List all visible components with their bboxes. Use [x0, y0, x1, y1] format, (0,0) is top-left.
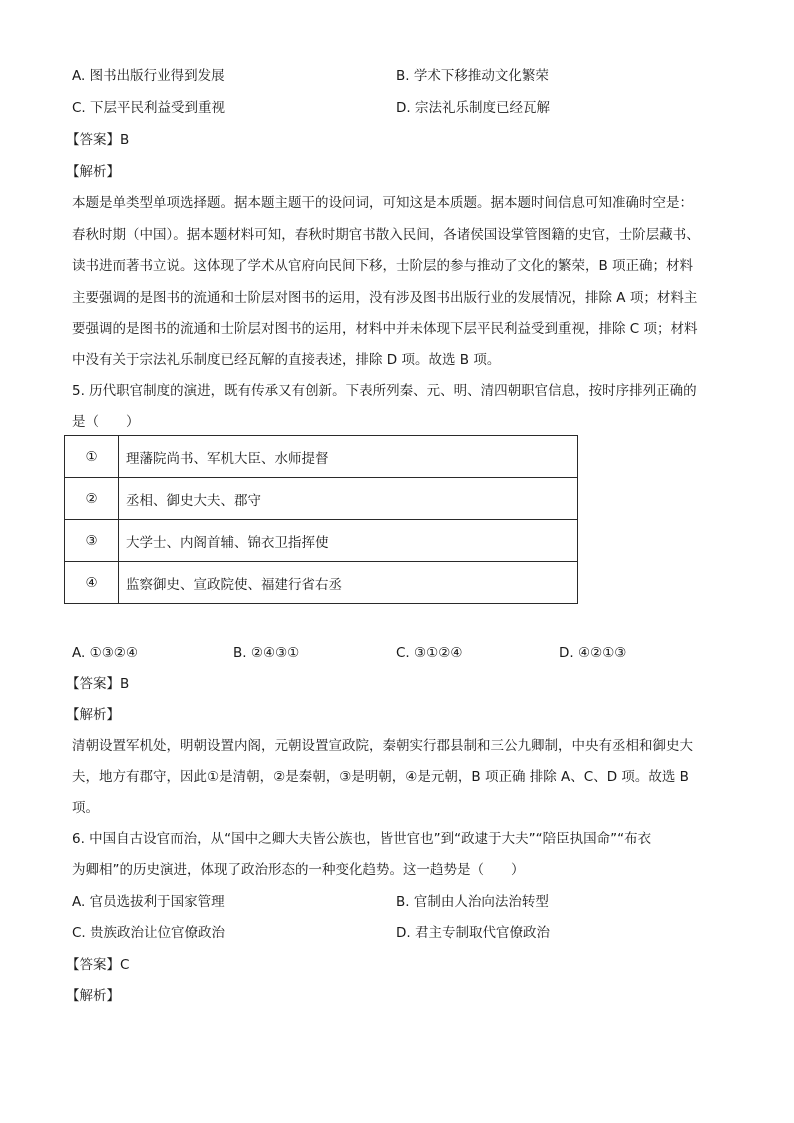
row-officials: 理藩院尚书、军机大臣、水师提督	[119, 436, 578, 478]
q4-analysis-line: 本题是单类型单项选择题。据本题主题干的设问词，可知这是本质题。据本题时间信息可知准确时空是：	[72, 195, 693, 211]
q5-stem-line: 是（ ）	[72, 414, 140, 430]
q4-option-b: B. 学术下移推动文化繁荣	[396, 68, 549, 84]
q4-option-a: A. 图书出版行业得到发展	[72, 68, 225, 84]
table-row	[65, 562, 578, 604]
q5-analysis-title: 【解析】	[66, 707, 120, 723]
q4-option-c: C. 下层平民利益受到重视	[72, 100, 226, 116]
q5-options-table	[64, 435, 578, 604]
row-number: ③	[65, 520, 119, 562]
q6-stem-line: 为卿相”的历史演进，体现了政治形态的一种变化趋势。这一趋势是（ ）	[72, 862, 525, 878]
q5-option-d: D. ④②①③	[559, 645, 627, 661]
q4-option-d: D. 宗法礼乐制度已经瓦解	[396, 100, 550, 116]
row-number: ④	[65, 562, 119, 604]
q6-option-b: B. 官制由人治向法治转型	[396, 894, 549, 910]
q4-analysis-line: 春秋时期（中国）。据本题材料可知，春秋时期官书散入民间，各诸侯国设掌管图籍的史官，士阶层藏书、	[72, 227, 700, 243]
row-officials: 大学士、内阁首辅、锦衣卫指挥使	[119, 520, 578, 562]
q5-analysis-line: 项。	[72, 800, 99, 816]
table-row	[65, 520, 578, 562]
q6-answer: 【答案】C	[66, 957, 130, 973]
table-row	[65, 478, 578, 520]
q5-stem-line: 5. 历代职官制度的演进，既有传承又有创新。下表所列秦、元、明、清四朝职官信息，按时序排列正确的	[72, 383, 697, 399]
q6-option-a: A. 官员选拔利于国家管理	[72, 894, 225, 910]
q4-analysis-line: 要强调的是图书的流通和士阶层对图书的运用，材料中并未体现下层平民利益受到重视，排除 C 项；材料	[72, 321, 698, 337]
table-row	[65, 436, 578, 478]
q5-option-c: C. ③①②④	[396, 645, 463, 661]
row-officials: 监察御史、宣政院使、福建行省右丞	[119, 562, 578, 604]
q4-analysis-line: 中没有关于宗法礼乐制度已经瓦解的直接表述，排除 D 项。故选 B 项。	[72, 352, 501, 368]
q6-option-d: D. 君主专制取代官僚政治	[396, 925, 550, 941]
q5-analysis-line: 清朝设置军机处，明朝设置内阁，元朝设置宣政院，秦朝实行郡县制和三公九卿制，中央有丞相和御史大	[72, 738, 693, 754]
q6-analysis-title: 【解析】	[66, 988, 120, 1004]
q4-analysis-line: 读书进而著书立说。这体现了学术从官府向民间下移，士阶层的参与推动了文化的繁荣，B 项正确；材料	[72, 258, 694, 274]
q5-analysis-line: 夫，地方有郡守，因此①是清朝，②是秦朝，③是明朝，④是元朝，B 项正确 排除 A、C、D 项。故选 B	[72, 769, 689, 785]
row-number: ①	[65, 436, 119, 478]
q5-answer: 【答案】B	[66, 676, 130, 692]
q4-analysis-title: 【解析】	[66, 164, 120, 180]
q5-option-b: B. ②④③①	[233, 645, 300, 661]
q5-option-a: A. ①③②④	[72, 645, 139, 661]
q4-answer: 【答案】B	[66, 132, 130, 148]
row-number: ②	[65, 478, 119, 520]
q6-option-c: C. 贵族政治让位官僚政治	[72, 925, 226, 941]
q4-analysis-line: 主要强调的是图书的流通和士阶层对图书的运用，没有涉及图书出版行业的发展情况，排除 A 项；材料主	[72, 290, 698, 306]
row-officials: 丞相、御史大夫、郡守	[119, 478, 578, 520]
q6-stem-line: 6. 中国自古设官而治，从“国中之卿大夫皆公族也，皆世官也”到“政逮于大夫”“陪臣执国命”“布衣	[72, 831, 652, 847]
